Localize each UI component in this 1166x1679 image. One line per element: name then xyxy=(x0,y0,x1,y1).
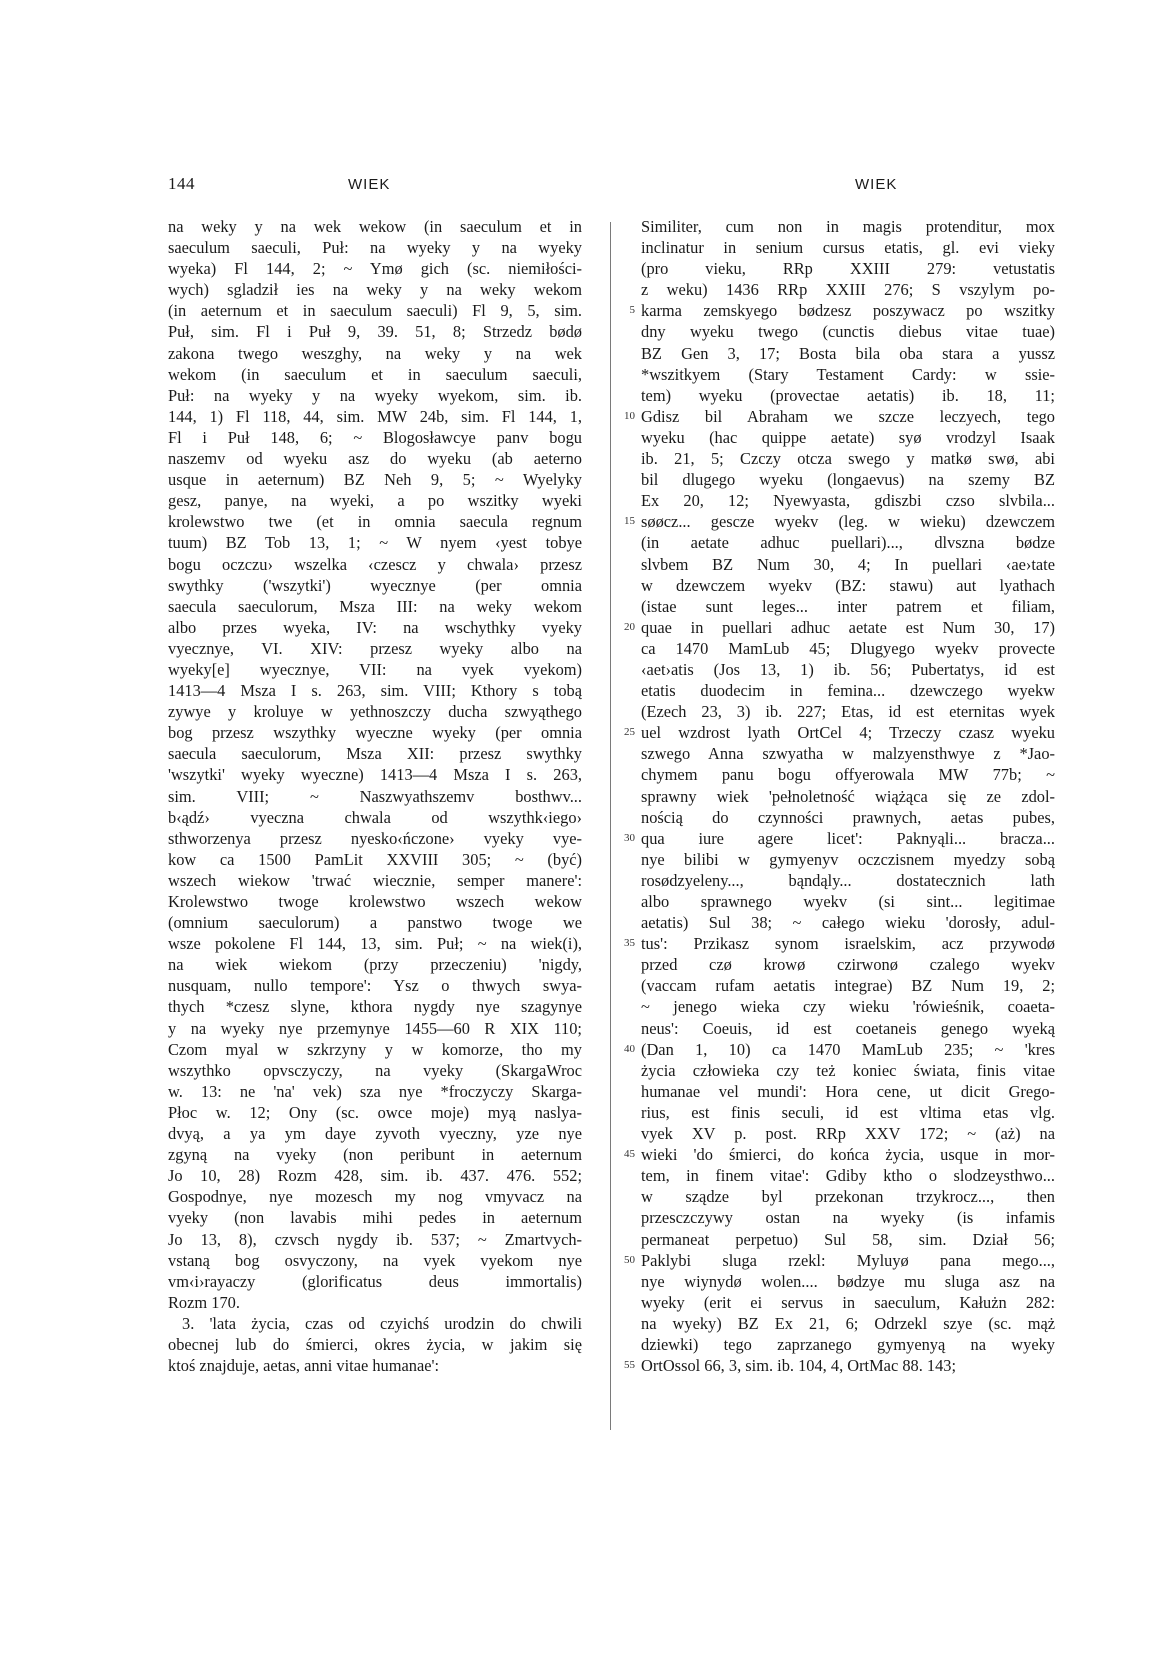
text-line: zywye y kroluye w yethnoszczy ducha szwyąthego xyxy=(168,702,582,722)
text-line: bog przesz wszythky wyeczne wyeky (per omnia xyxy=(168,723,582,743)
text-line: (Dan 1, 10) ca 1470 MamLub 235; ~ 'kres xyxy=(641,1039,1055,1059)
text-line: sthworzenya przesz nyesko‹ńczone› vyeky vye- xyxy=(168,828,582,848)
text-line: w dzewczem wyekv (BZ: stawu) aut lyathach xyxy=(641,575,1055,595)
text-line: dny wyeku twego (cunctis diebus vitae tuae) xyxy=(641,322,1055,342)
text-line: aetatis) Sul 38; ~ całego wieku 'dorosły, adul- xyxy=(641,913,1055,933)
text-line: Jo 10, 28) Rozm 428, sim. ib. 437. 476. 552; xyxy=(168,1166,582,1186)
text-line: wyeky (erit ei servus in saeculum, Kałużn 282: xyxy=(641,1292,1055,1312)
gutter-line-number: 35 xyxy=(624,937,635,950)
text-line: OrtOssol 66, 3, sim. ib. 104, 4, OrtMac 88. 143; xyxy=(641,1356,957,1376)
text-line: vm‹i›rayaczy (glorificatus deus immortalis) xyxy=(168,1271,582,1291)
text-line: Rozm 170. xyxy=(168,1292,240,1312)
page-number: 144 xyxy=(168,174,195,193)
text-line: ib. 21, 5; Czczy otcza swego y matkø swø, abi xyxy=(641,449,1055,469)
text-line: zgyną na vyeky (non peribunt in aeternum xyxy=(168,1145,582,1165)
text-line: neus': Coeuis, id est coetaneis genego wyeką xyxy=(641,1018,1055,1038)
gutter-line-number: 55 xyxy=(624,1359,635,1372)
text-line: Ex 20, 12; Nyewyasta, gdiszbi czso slvbila... xyxy=(641,491,1055,511)
text-line: nusquam, nullo tempore': Ysz o thwych swya- xyxy=(168,976,582,996)
text-line: Puł, sim. Fl i Puł 9, 39. 51, 8; Strzedz bødø xyxy=(168,322,582,342)
text-line: wszythko opvsczyczy, na vyeky (SkargaWroc xyxy=(168,1060,582,1080)
text-line: usque in aeternum) BZ Neh 9, 5; ~ Wyelyky xyxy=(168,470,582,490)
text-line: dziewki) tego zaprzanego gymyenyą na wyeky xyxy=(641,1334,1055,1354)
text-line: wekom (in saeculum et in saeculum saeculi, xyxy=(168,364,582,384)
text-line: 144, 1) Fl 118, 44, sim. MW 24b, sim. Fl 144, 1, xyxy=(168,406,582,426)
text-line: wyeku (hac quippe aetate) syø vrodzyl Isaak xyxy=(641,427,1055,447)
text-line: wszech wiekow 'trwać wiecznie, semper manere': xyxy=(168,870,582,890)
text-line: w. 13: ne 'na' vek) sza nye *froczyczy Skarga- xyxy=(168,1081,582,1101)
text-line: *wszitkyem (Stary Testament Cardy: w ssie- xyxy=(641,364,1055,384)
text-line: inclinatur in senium cursus etatis, gl. evi vieky xyxy=(641,238,1055,258)
text-line: Gospodnye, nye mozesch my nog vmyvacz na xyxy=(168,1187,582,1207)
text-line: nye bilibi w gymyenyv oczczisnem myedzy sobą xyxy=(641,849,1055,869)
text-line: saecula saeculorum, Msza III: na weky wekom xyxy=(168,596,582,616)
gutter-line-number: 30 xyxy=(624,831,635,844)
text-line: tem, in finem vitae': Gdiby ktho o slodzeysthwo... xyxy=(641,1166,1055,1186)
text-line: tus': Przikasz synom israelskim, acz przywodø xyxy=(641,934,1055,954)
text-line: Paklybi sluga rzekl: Myluyø pana mego..., xyxy=(641,1250,1055,1270)
text-line: quae in puellari adhuc aetate est Num 30, 17) xyxy=(641,617,1055,637)
text-line: vyek XV p. post. RRp XXV 172; ~ (aż) na xyxy=(641,1124,1055,1144)
gutter-line-number: 5 xyxy=(629,304,635,317)
text-line: rosødzyeleny..., bąndąly... dostatecznich lath xyxy=(641,870,1055,890)
gutter-line-number: 45 xyxy=(624,1148,635,1161)
text-line: gesz, panye, na wyeki, a po wszitky wyeki xyxy=(168,491,582,511)
text-line: karma zemskyego bødzesz poszywacz po wszitky xyxy=(641,301,1055,321)
text-line: (in aetate adhuc puellari)..., dlvszna bødze xyxy=(641,533,1055,553)
text-line: 'wszytki' wyeky wyeczne) 1413—4 Msza I s. 263, xyxy=(168,765,582,785)
text-line: søøcz... gescze wyekv (leg. w wieku) dzewczem xyxy=(641,512,1055,532)
text-line: naszemv od wyeku asz do wyeku (ab aeterno xyxy=(168,449,582,469)
text-line: kow ca 1500 PamLit XXVIII 305; ~ (być) xyxy=(168,849,582,869)
text-line: saeculum saeculi, Puł: na wyeky y na wyeky xyxy=(168,238,582,258)
text-line: z weku) 1436 RRp XXIII 276; S vszylym po- xyxy=(641,280,1055,300)
text-line: chymem panu bogu offyerowala MW 77b; ~ xyxy=(641,765,1055,785)
text-line: nością do czynności prawnych, aetas pubes, xyxy=(641,807,1055,827)
text-line: wyeky[e] wyecznye, VII: na vyek vyekom) xyxy=(168,659,582,679)
running-head-right: WIEK xyxy=(855,176,898,193)
text-line: krolewstwo twe (et in omnia saecula regnum xyxy=(168,512,582,532)
text-line: (vaccam rufam aetatis integrae) BZ Num 19, 2; xyxy=(641,976,1055,996)
text-line: permaneat perpetuo) Sul 58, sim. Dział 56; xyxy=(641,1229,1055,1249)
gutter-line-number: 10 xyxy=(624,409,635,422)
text-line: sim. VIII; ~ Naszwyathszemv bosthwv... xyxy=(168,786,582,806)
text-line: 3. 'lata życia, czas od czyichś urodzin do chwili xyxy=(182,1313,582,1333)
gutter-line-number: 50 xyxy=(624,1253,635,1266)
text-line: Jo 13, 8), czvsch nygdy ib. 537; ~ Zmartvych- xyxy=(168,1229,582,1249)
text-line: swythky ('wszytki') wyecznye (per omnia xyxy=(168,575,582,595)
text-line: życia człowieka czy też koniec świata, finis vitae xyxy=(641,1060,1055,1080)
text-line: Similiter, cum non in magis protenditur, mox xyxy=(641,217,1055,236)
text-line: wych) sgladził ies na weky y na weky wekom xyxy=(168,280,582,300)
text-line: szwego Anna szwyatha w malzyensthwye z *Jao- xyxy=(641,744,1055,764)
running-head-left: WIEK xyxy=(348,176,391,193)
text-line: (in aeternum et in saeculum saeculi) Fl 9, 5, sim. xyxy=(168,301,582,321)
gutter-line-number: 15 xyxy=(624,515,635,528)
text-line: vstaną bog osvyczony, na vyek vyekom nye xyxy=(168,1250,582,1270)
text-line: przed czø krowø czirwonø czalego wyekv xyxy=(641,955,1055,975)
text-line: albo sprawnego wyekv (si sint... legitimae xyxy=(641,892,1055,911)
text-line: etatis duodecim in femina... dzewczego wyekw xyxy=(641,681,1055,701)
text-line: Krolewstwo twoge krolewstwo wszech wekow xyxy=(168,892,582,911)
text-line: BZ Gen 3, 17; Bosta bila oba stara a yussz xyxy=(641,343,1055,363)
text-line: y na wyeky nye przemynye 1455—60 R XIX 110; xyxy=(168,1018,582,1038)
text-line: b‹ądź› vyeczna chwala od wszythk‹iego› xyxy=(168,807,582,827)
text-line: humanae vel mundi': Hora cene, ut dicit Grego- xyxy=(641,1081,1055,1101)
text-line: obecnej lub do śmierci, okres życia, w jakim się xyxy=(168,1334,582,1354)
text-line: zakona twego weszghy, na weky y na wek xyxy=(168,343,582,363)
text-line: Fl i Puł 148, 6; ~ Blogosławcye panv bogu xyxy=(168,427,582,447)
gutter-line-number: 25 xyxy=(624,726,635,739)
text-line: bil dlugego wyeku (longaevus) na szemy BZ xyxy=(641,470,1055,490)
text-line: tuum) BZ Tob 13, 1; ~ W nyem ‹yest tobye xyxy=(168,533,582,553)
text-line: na wyeky) BZ Ex 21, 6; Odrzekl szye (sc. mąż xyxy=(641,1313,1055,1333)
text-line: ktoś znajduje, aetas, anni vitae humanae': xyxy=(168,1356,440,1376)
text-line: wieki 'do śmierci, do końca życia, usque in mor- xyxy=(641,1145,1055,1165)
text-line: vyecznye, VI. XIV: przesz wyeky albo na xyxy=(168,638,582,658)
text-line: wyeka) Fl 144, 2; ~ Ymø gich (sc. niemiłości- xyxy=(168,259,582,279)
text-line: wsze pokolene Fl 144, 13, sim. Puł; ~ na wiek(i), xyxy=(168,934,582,954)
text-line: saecula saeculorum, Msza XII: przesz swythky xyxy=(168,744,582,764)
text-line: ~ jenego wieka czy wieku 'rówieśnik, coaeta- xyxy=(641,997,1055,1017)
text-line: qua iure agere licet': Paknyąli... bracza... xyxy=(641,828,1055,848)
text-line: (Ezech 23, 3) ib. 227; Etas, id est eternitas wyek xyxy=(641,702,1055,722)
text-line: w sządze byl przekonan trzykrocz..., then xyxy=(641,1187,1055,1207)
text-line: thych *czesz slyne, kthora nygdy nye szagynye xyxy=(168,997,582,1017)
text-line: ca 1470 MamLub 45; Dlugyego wyekv provecte xyxy=(641,638,1055,658)
left-text-column xyxy=(168,216,582,1376)
text-line: na wiek wiekom (przy przeczeniu) 'nigdy, xyxy=(168,955,582,975)
text-line: (pro vieku, RRp XXIII 279: vetustatis xyxy=(641,259,1055,279)
text-line: Płoc w. 12; Ony (sc. owce moje) myą naslya- xyxy=(168,1102,582,1122)
text-line: 1413—4 Msza I s. 263, sim. VIII; Kthory s tobą xyxy=(168,681,582,701)
gutter-line-number: 40 xyxy=(624,1042,635,1055)
column-divider xyxy=(610,222,611,1430)
text-line: nye wiynydø wolen.... bødzye mu sluga asz na xyxy=(641,1271,1055,1291)
text-line: slvbem BZ Num 30, 4; In puellari ‹ae›tate xyxy=(641,554,1055,574)
text-line: dvyą, a ya ym daye zyvoth vyeczny, yze nye xyxy=(168,1124,582,1144)
text-line: (istae sunt leges... inter patrem et filiam, xyxy=(641,596,1055,616)
text-line: rius, est finis seculi, id est vltima etas vlg. xyxy=(641,1102,1055,1122)
gutter-line-number: 20 xyxy=(624,620,635,633)
text-line: Czom myal w szkrzyny y w komorze, tho my xyxy=(168,1039,582,1059)
text-line: (omnium saeculorum) a panstwo twoge we xyxy=(168,913,582,933)
text-line: vyeky (non lavabis mihi pedes in aeternum xyxy=(168,1208,582,1228)
text-line: tem) wyeku (provectae aetatis) ib. 18, 11; xyxy=(641,385,1055,405)
text-line: na weky y na wek wekow (in saeculum et in xyxy=(168,217,582,236)
right-text-column xyxy=(641,216,1055,1376)
text-line: przesczczywy ostan na wyeky (is infamis xyxy=(641,1208,1055,1228)
text-line: bogu oczczu› wszelka ‹czescz y chwala› przesz xyxy=(168,554,582,574)
text-line: uel wzdrost lyath OrtCel 4; Trzeczy czasz wyeku xyxy=(641,723,1055,743)
text-line: sprawny wiek 'pełnoletność wiążąca się ze zdol- xyxy=(641,786,1055,806)
text-line: Puł: na wyeky y na wyeky wyekom, sim. ib. xyxy=(168,385,582,405)
text-line: Gdisz bil Abraham we szcze leczyech, tego xyxy=(641,406,1055,426)
text-line: albo przes wyeka, IV: na wschythky vyeky xyxy=(168,617,582,637)
text-line: ‹aet›atis (Jos 13, 1) ib. 56; Pubertatys, id est xyxy=(641,659,1055,679)
